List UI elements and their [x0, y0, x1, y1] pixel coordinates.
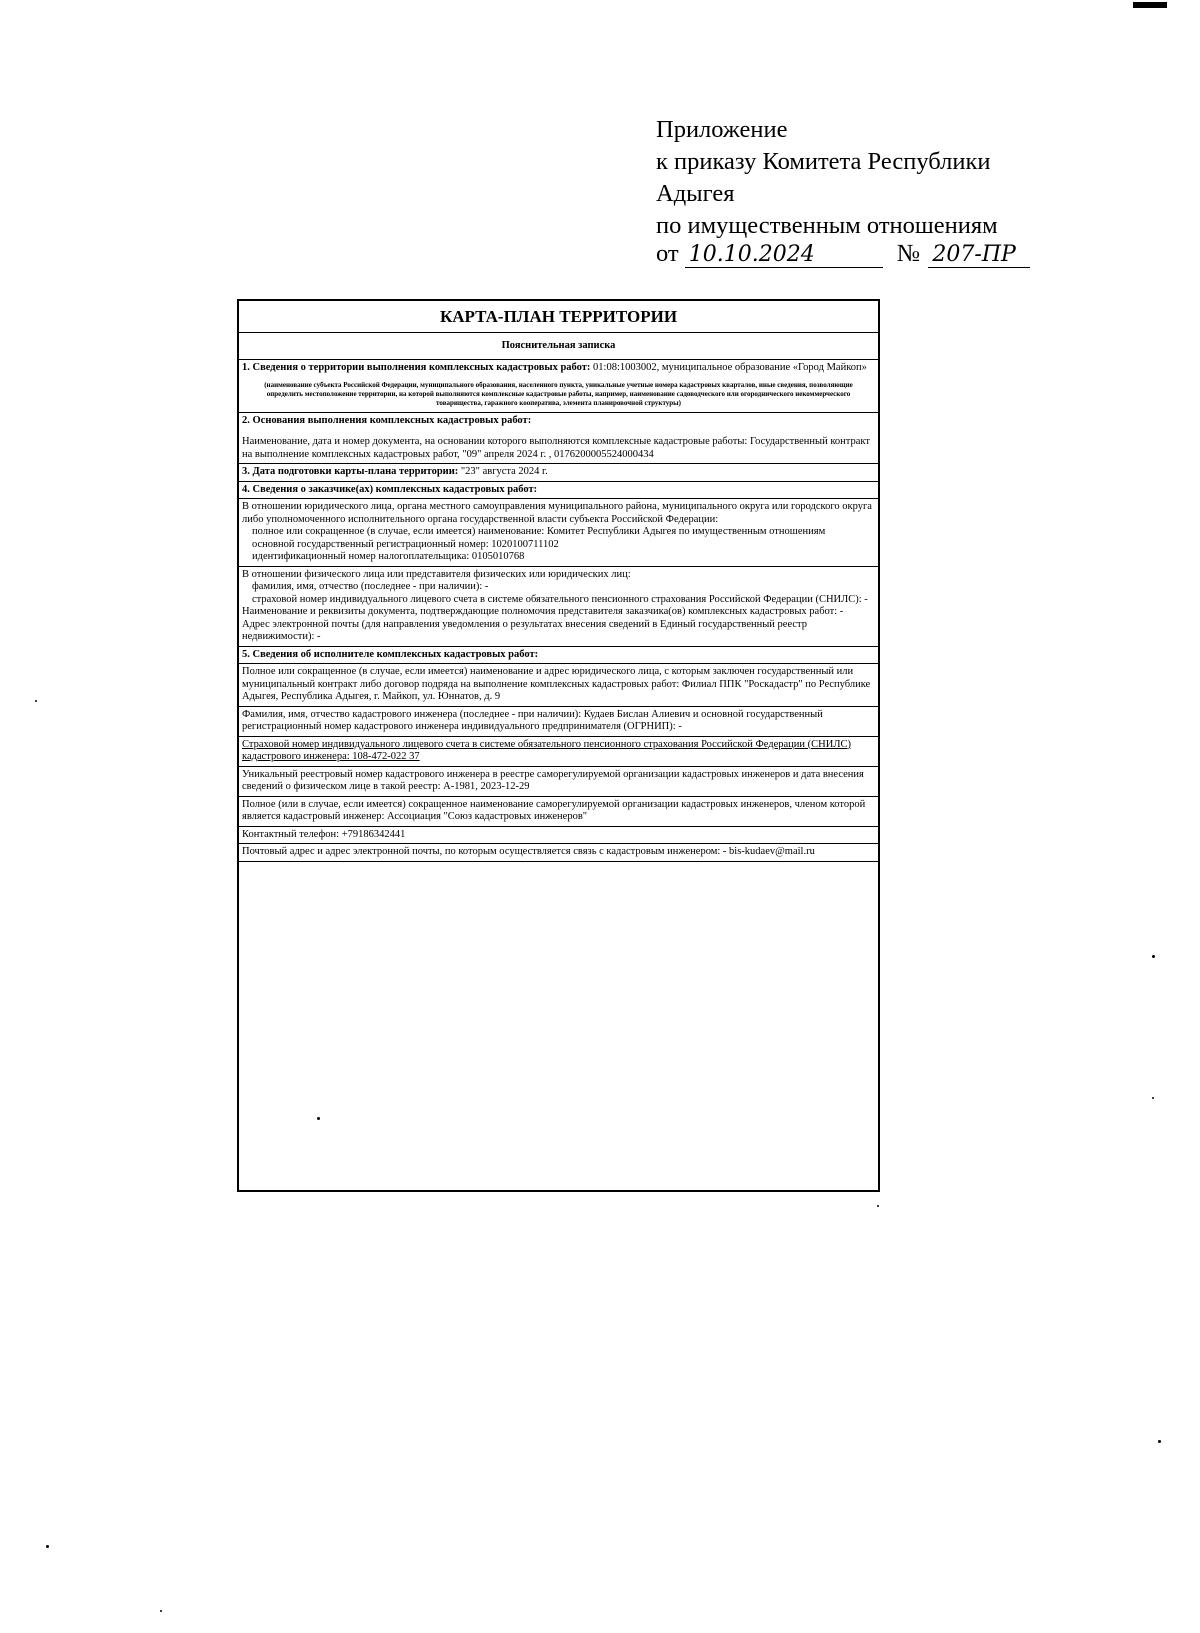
header-line: по имущественным отношениям — [656, 212, 998, 239]
form-title: КАРТА-ПЛАН ТЕРРИТОРИИ — [239, 301, 878, 333]
engineer-snils — [239, 737, 878, 767]
scan-mark — [1133, 2, 1167, 8]
contractor-org-text: Полное или сокращенное (в случае, если имеется) наименование и адрес юридического лица, с которым заключен государственный или муниципальный контракт либо договор подряда на выполнение комплексных кадастровых работ: Филиал ППК "Роскадастр" по Республике Адыгея, Республика Адыгея, г. Майкоп, ул. Юннатов, д. 9 — [242, 666, 871, 702]
engineer-name — [239, 707, 878, 737]
scan-speck — [877, 1205, 879, 1207]
legal-ogrn: основной государственный регистрационный номер: 1020100711102 — [252, 538, 559, 550]
scan-speck — [317, 1117, 320, 1120]
section-5-heading: 5. Сведения об исполнителе комплексных кадастровых работ: — [242, 648, 539, 660]
customer-email: Адрес электронной почты (для направления уведомления о результатах внесения сведений в Единый государственный реестр недвижимости): - — [242, 618, 807, 642]
engineer-phone-text: Контактный телефон: +79186342441 — [242, 828, 406, 840]
handwritten-date: 10.10.2024 — [685, 243, 883, 268]
order-date-line — [656, 240, 1030, 268]
section-5 — [239, 647, 878, 665]
section-3 — [239, 464, 878, 482]
legal-intro: В отношении юридического лица, органа местного самоуправления муниципального района, муниципального округа или городского округа либо уполномоченного исполнительного органа государственной власти субъекта Российской Федерации: — [242, 501, 872, 525]
representative-docs: Наименование и реквизиты документа, подтверждающие полномочия представителя заказчика(ов) комплексных кадастровых работ: - — [242, 606, 844, 617]
appendix-header — [656, 114, 1196, 242]
section-1-value: 01:08:1003002, муниципальное образование «Город Майкоп» — [593, 362, 867, 373]
scan-speck — [160, 1610, 162, 1612]
section-2 — [239, 413, 878, 465]
form-subtitle: Пояснительная записка — [239, 333, 878, 360]
physical-intro: В отношении физического лица или представителя физических или юридических лиц: — [242, 568, 631, 580]
engineer-name-text: Фамилия, имя, отчество кадастрового инженера (последнее - при наличии): Кудаев Бислан Алиевич и основной государственный регистрационный номер кадастрового инженера индивидуального предпринимателя (ОГРНИП): - — [242, 708, 823, 732]
scan-speck — [1158, 1440, 1161, 1443]
date-prefix: от — [656, 240, 679, 267]
engineer-registry-text: Уникальный реестровый номер кадастрового инженера в реестре саморегулируемой организации кадастровых инженеров и дата внесения сведений о физическом лице в такой реестр: А-1981, 2023-12-29 — [242, 768, 864, 792]
header-line: Адыгея — [656, 180, 735, 207]
engineer-mail-text: Почтовый адрес и адрес электронной почты, по которым осуществляется связь с кадастровым инженером: - bis-kudaev@mail.ru — [242, 846, 815, 857]
scan-speck — [46, 1545, 49, 1548]
section-2-heading: 2. Основания выполнения комплексных кадастровых работ: — [242, 414, 532, 426]
physical-fio: фамилия, имя, отчество (последнее - при наличии): - — [252, 581, 489, 592]
section-1-note: (наименование субъекта Российской Федерации, муниципального образования, населенного пункта, уникальные учетные номера кадастровых кварталов, иные сведения, позволяющие определить местоположение территории, на которой выполняются комплексные кадастровые работы, например, наименование садоводческого или огороднического некоммерческого товарищества, гаражного кооператива, элемента планировочной структуры) — [264, 380, 853, 407]
section-3-value: "23" августа 2024 г. — [460, 466, 548, 477]
scan-speck — [1152, 1097, 1154, 1099]
section-4-physical — [239, 567, 878, 647]
legal-fullname: полное или сокращенное (в случае, если имеется) наименование: Комитет Республики Адыгея по имущественным отношениям — [252, 526, 826, 537]
contractor-org — [239, 664, 878, 707]
physical-snils: страховой номер индивидуального лицевого счета в системе обязательного пенсионного страхования Российской Федерации (СНИЛС): - — [252, 593, 868, 605]
header-line: к приказу Комитета Республики — [656, 148, 991, 175]
engineer-phone — [239, 827, 878, 845]
scan-speck — [35, 700, 37, 702]
section-4-legal — [239, 499, 878, 567]
section-4 — [239, 482, 878, 500]
engineer-sro-text: Полное (или в случае, если имеется) сокращенное наименование саморегулируемой организации кадастровых инженеров, членом которой является кадастровый инженер: Ассоциация "Союз кадастровых инженеров" — [242, 798, 866, 822]
engineer-registry — [239, 767, 878, 797]
section-1 — [239, 360, 878, 413]
engineer-mail — [239, 844, 878, 862]
engineer-sro — [239, 797, 878, 827]
empty-area — [239, 862, 878, 955]
header-line: Приложение — [656, 116, 788, 143]
handwritten-number: 207-ПР — [928, 243, 1030, 268]
legal-inn: идентификационный номер налогоплательщика: 0105010768 — [252, 551, 525, 562]
number-prefix: № — [896, 240, 921, 267]
territory-map-plan-form — [237, 299, 880, 1192]
section-1-heading: 1. Сведения о территории выполнения комплексных кадастровых работ: — [242, 362, 591, 373]
section-3-heading: 3. Дата подготовки карты-плана территории: — [242, 466, 459, 477]
engineer-snils-text: Страховой номер индивидуального лицевого счета в системе обязательного пенсионного страхования Российской Федерации (СНИЛС) кадастрового инженера: 108-472-022 37 — [242, 738, 851, 762]
section-4-heading: 4. Сведения о заказчике(ах) комплексных кадастровых работ: — [242, 483, 538, 495]
section-2-text: Наименование, дата и номер документа, на основании которого выполняются комплексные кадастровые работы: Государственный контракт на выполнение комплексных кадастровых работ, "09" апреля 2024 г. , 0176200005524000434 — [242, 436, 870, 460]
scan-speck — [1152, 955, 1155, 958]
